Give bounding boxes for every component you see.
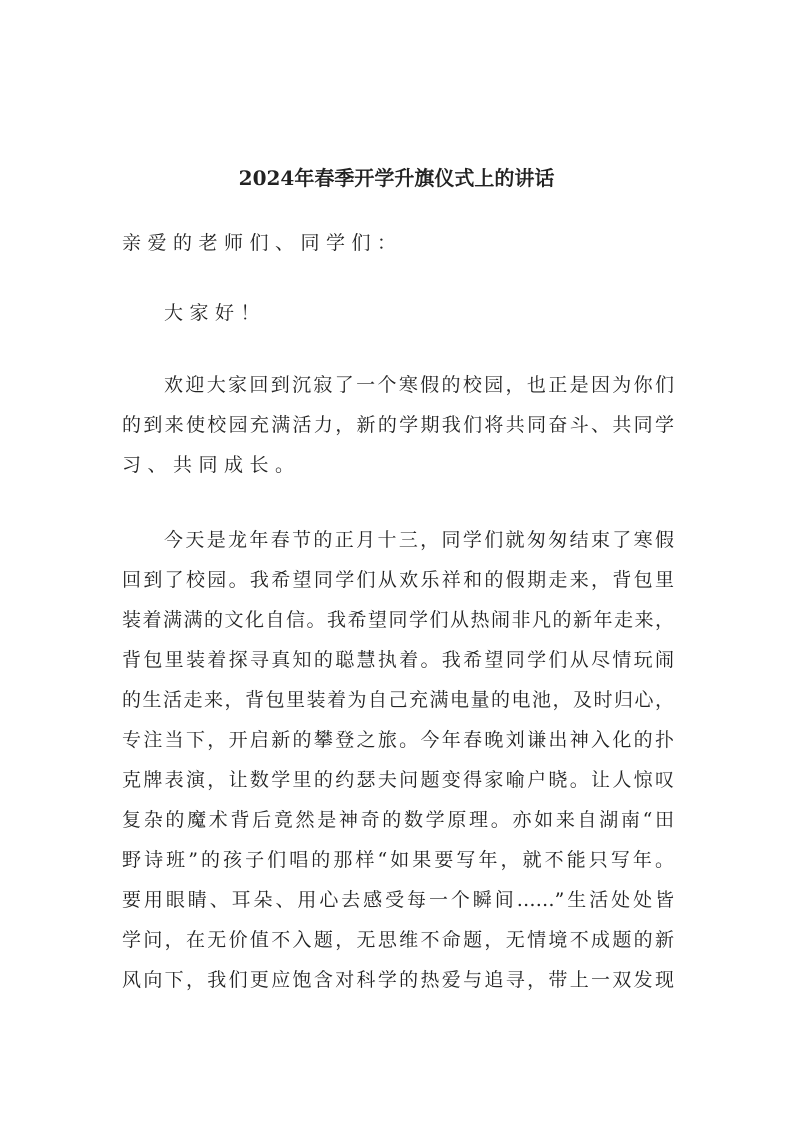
paragraph-2: [122, 520, 674, 1000]
text-line: 背包里装着探寻真知的聪慧执着。我希望同学们从尽情玩闹: [122, 649, 674, 671]
text-line: 学问，在无价值不入题，无思维不命题，无情境不成题的新: [122, 929, 674, 951]
text-line: 装着满满的文化自信。我希望同学们从热闹非凡的新年走来，: [122, 609, 674, 631]
text-line: 回到了校园。我希望同学们从欢乐祥和的假期走来，背包里: [122, 569, 674, 591]
text-line: 专注当下，开启新的攀登之旅。今年春晚刘谦出神入化的扑: [122, 729, 674, 751]
text-line: 习、共同成长。: [122, 454, 301, 476]
salutation-block: [122, 293, 674, 333]
text-line: 今天是龙年春节的正月十三，同学们就匆匆结束了寒假: [164, 529, 674, 551]
greeting: 亲爱的老师们、同学们：: [122, 232, 403, 254]
text-line: 的生活走来，背包里装着为自己充满电量的电池，及时归心，: [122, 689, 674, 711]
text-line: 复杂的魔术背后竟然是神奇的数学原理。亦如来自湖南“田: [122, 809, 674, 831]
salutation: 大家好！: [164, 302, 267, 324]
text-line: 克牌表演，让数学里的约瑟夫问题变得家喻户晓。让人惊叹: [122, 769, 674, 791]
greeting-block: [122, 223, 674, 263]
text-line: 风向下，我们更应饱含对科学的热爱与追寻，带上一双发现: [122, 969, 674, 991]
text-line: 欢迎大家回到沉寂了一个寒假的校园，也正是因为你们: [164, 374, 674, 396]
text-line: 的到来使校园充满活力，新的学期我们将共同奋斗、共同学: [122, 414, 674, 436]
text-line: 要用眼睛、耳朵、用心去感受每一个瞬间……”生活处处皆: [122, 889, 674, 911]
page-title: 2024年春季开学升旗仪式上的讲话: [238, 166, 555, 190]
text-line: 野诗班”的孩子们唱的那样“如果要写年，就不能只写年。: [122, 849, 674, 871]
paragraph-1: [122, 365, 674, 485]
